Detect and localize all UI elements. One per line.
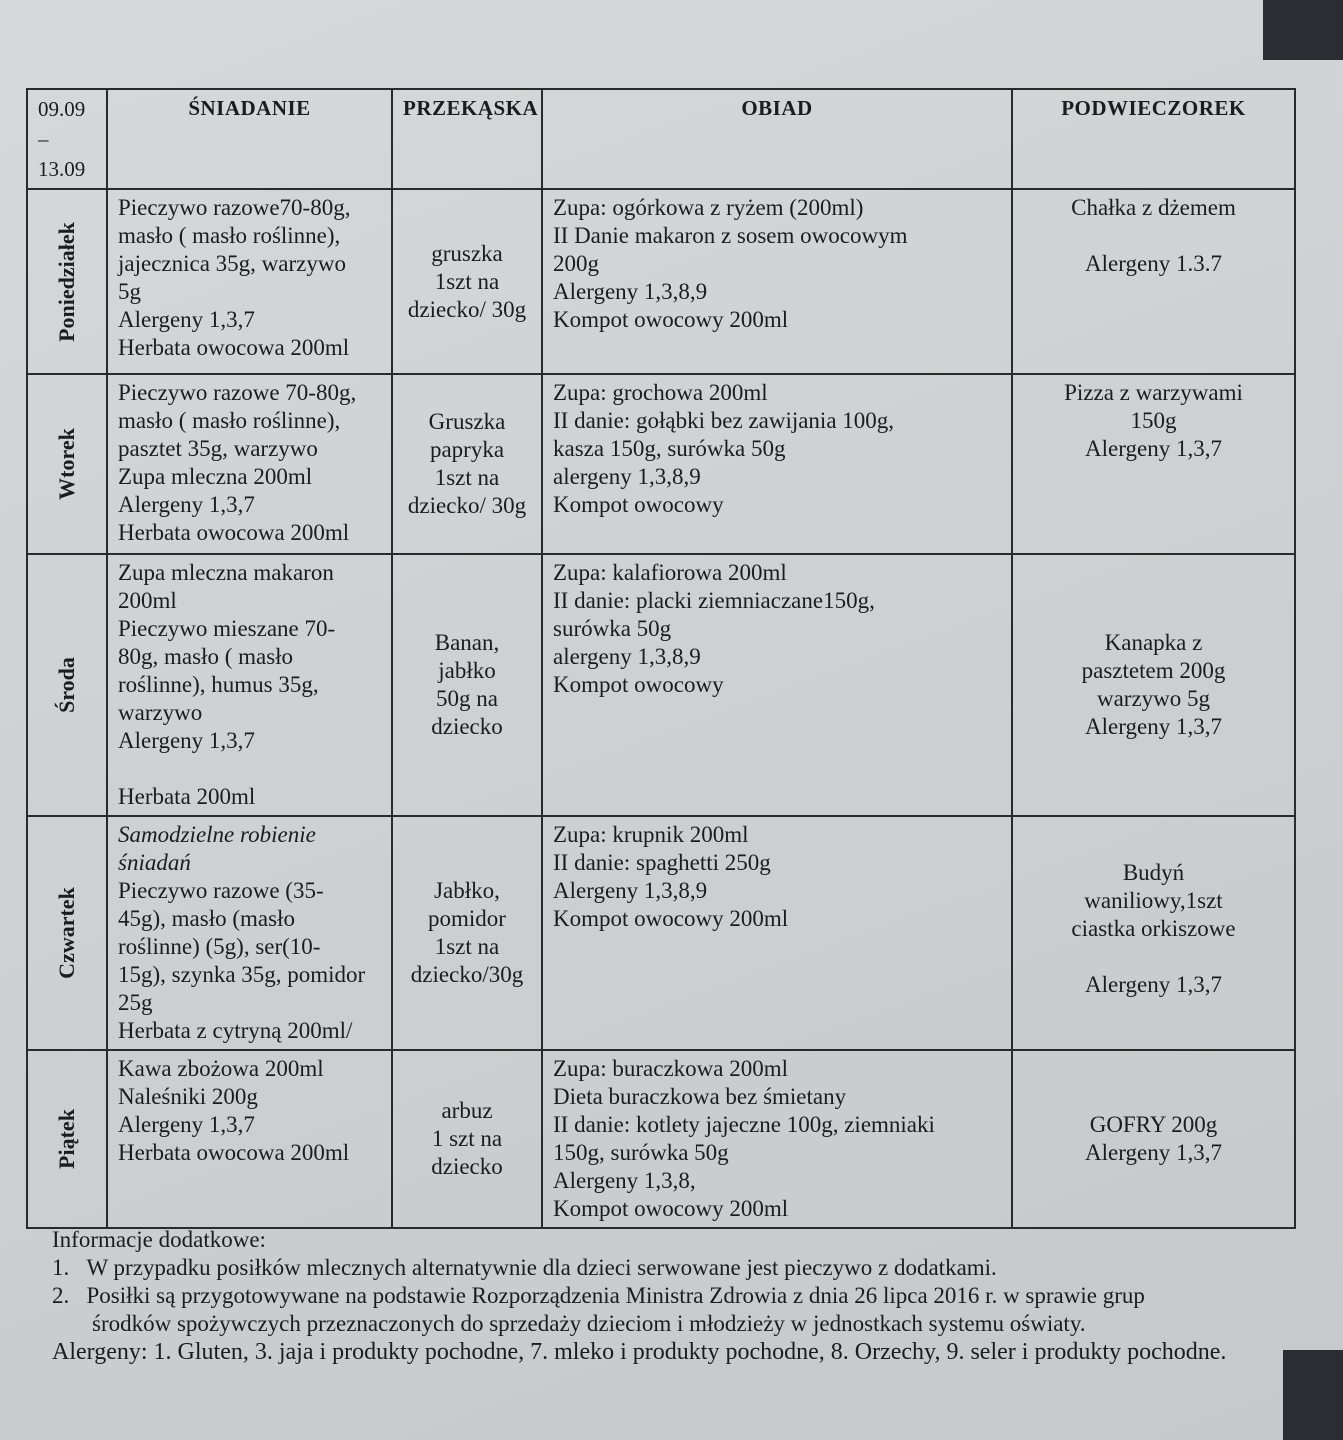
day-name: Środa: [54, 657, 79, 713]
note-item-2: 2. Posiłki są przygotowywane na podstawie Rozporządzenia Ministra Zdrowia z dnia 26 lipca 2016 r. w sprawie grup: [52, 1283, 1145, 1308]
day-name: Piątek: [54, 1109, 79, 1169]
header-row: [27, 89, 1295, 189]
afternoon-cell: Budyń waniliowy,1szt ciastka orkiszowe Alergeny 1,3,7: [1012, 816, 1295, 1050]
day-cell: [27, 189, 107, 374]
day-cell: [27, 816, 107, 1050]
note-item-1: 1. W przypadku posiłków mlecznych alternatywnie dla dzieci serwowane jest pieczywo z dodatkami.: [52, 1255, 997, 1280]
lunch-cell: Zupa: grochowa 200ml II danie: gołąbki bez zawijania 100g, kasza 150g, surówka 50g alergeny 1,3,8,9 Kompot owocowy: [542, 374, 1012, 554]
header-lunch: OBIAD: [542, 89, 1012, 189]
table-row: [27, 374, 1295, 554]
allergens-legend: Alergeny: 1. Gluten, 3. jaja i produkty pochodne, 7. mleko i produkty pochodne, 8. Orzechy, 9. seler i produkty pochodne.: [52, 1339, 1227, 1365]
note-item-2-cont: środków spożywczych przeznaczonych do sprzedaży dzieciom i młodzieży w jednostkach systemu oświaty.: [92, 1311, 1086, 1336]
day-cell: [27, 554, 107, 816]
afternoon-cell: GOFRY 200g Alergeny 1,3,7: [1012, 1050, 1295, 1228]
header-snack: PRZEKĄSKA: [392, 89, 542, 189]
date-range: 09.09 – 13.09: [27, 89, 107, 189]
additional-info: [52, 1226, 1332, 1366]
header-afternoon: PODWIECZOREK: [1012, 89, 1295, 189]
afternoon-cell: Chałka z dżemem Alergeny 1.3.7: [1012, 189, 1295, 374]
breakfast-cell: Pieczywo razowe 70-80g, masło ( masło roślinne), pasztet 35g, warzywo Zupa mleczna 200ml Alergeny 1,3,7 Herbata owocowa 200ml: [107, 374, 392, 554]
lunch-cell: Zupa: kalafiorowa 200ml II danie: placki ziemniaczane150g, surówka 50g alergeny 1,3,8,9 Kompot owocowy: [542, 554, 1012, 816]
lunch-cell: Zupa: krupnik 200ml II danie: spaghetti 250g Alergeny 1,3,8,9 Kompot owocowy 200ml: [542, 816, 1012, 1050]
lunch-cell: Zupa: buraczkowa 200ml Dieta buraczkowa bez śmietany II danie: kotlety jajeczne 100g, ziemniaki 150g, surówka 50g Alergeny 1,3,8, Kompot owocowy 200ml: [542, 1050, 1012, 1228]
snack-cell: Banan, jabłko 50g na dziecko: [392, 554, 542, 816]
day-cell: [27, 374, 107, 554]
snack-cell: arbuz 1 szt na dziecko: [392, 1050, 542, 1228]
snack-cell: gruszka 1szt na dziecko/ 30g: [392, 189, 542, 374]
background-corner: [1263, 0, 1343, 60]
table-row: [27, 816, 1295, 1050]
notes-title: Informacje dodatkowe:: [52, 1227, 266, 1252]
breakfast-cell: Pieczywo razowe70-80g, masło ( masło roślinne), jajecznica 35g, warzywo 5g Alergeny 1,3,7 Herbata owocowa 200ml: [107, 189, 392, 374]
day-name: Czwartek: [54, 887, 79, 979]
breakfast-cell: Kawa zbożowa 200ml Naleśniki 200g Alergeny 1,3,7 Herbata owocowa 200ml: [107, 1050, 392, 1228]
afternoon-cell: Pizza z warzywami 150g Alergeny 1,3,7: [1012, 374, 1295, 554]
afternoon-cell: Kanapka z pasztetem 200g warzywo 5g Alergeny 1,3,7: [1012, 554, 1295, 816]
day-cell: [27, 1050, 107, 1228]
table-row: [27, 1050, 1295, 1228]
header-breakfast: ŚNIADANIE: [107, 89, 392, 189]
snack-cell: Jabłko, pomidor 1szt na dziecko/30g: [392, 816, 542, 1050]
weekly-menu-table: [26, 88, 1296, 1229]
breakfast-cell: Samodzielne robienie śniadań Pieczywo razowe (35- 45g), masło (masło roślinne) (5g), ser(10- 15g), szynka 35g, pomidor 25g Herbata z cytryną 200ml/: [107, 816, 392, 1050]
table-row: [27, 189, 1295, 374]
day-name: Poniedziałek: [54, 221, 79, 342]
snack-cell: Gruszka papryka 1szt na dziecko/ 30g: [392, 374, 542, 554]
day-name: Wtorek: [54, 428, 79, 500]
table-row: [27, 554, 1295, 816]
lunch-cell: Zupa: ogórkowa z ryżem (200ml) II Danie makaron z sosem owocowym 200g Alergeny 1,3,8,9 Kompot owocowy 200ml: [542, 189, 1012, 374]
breakfast-cell: Zupa mleczna makaron 200ml Pieczywo mieszane 70- 80g, masło ( masło roślinne), humus 35g, warzywo Alergeny 1,3,7 Herbata 200ml: [107, 554, 392, 816]
